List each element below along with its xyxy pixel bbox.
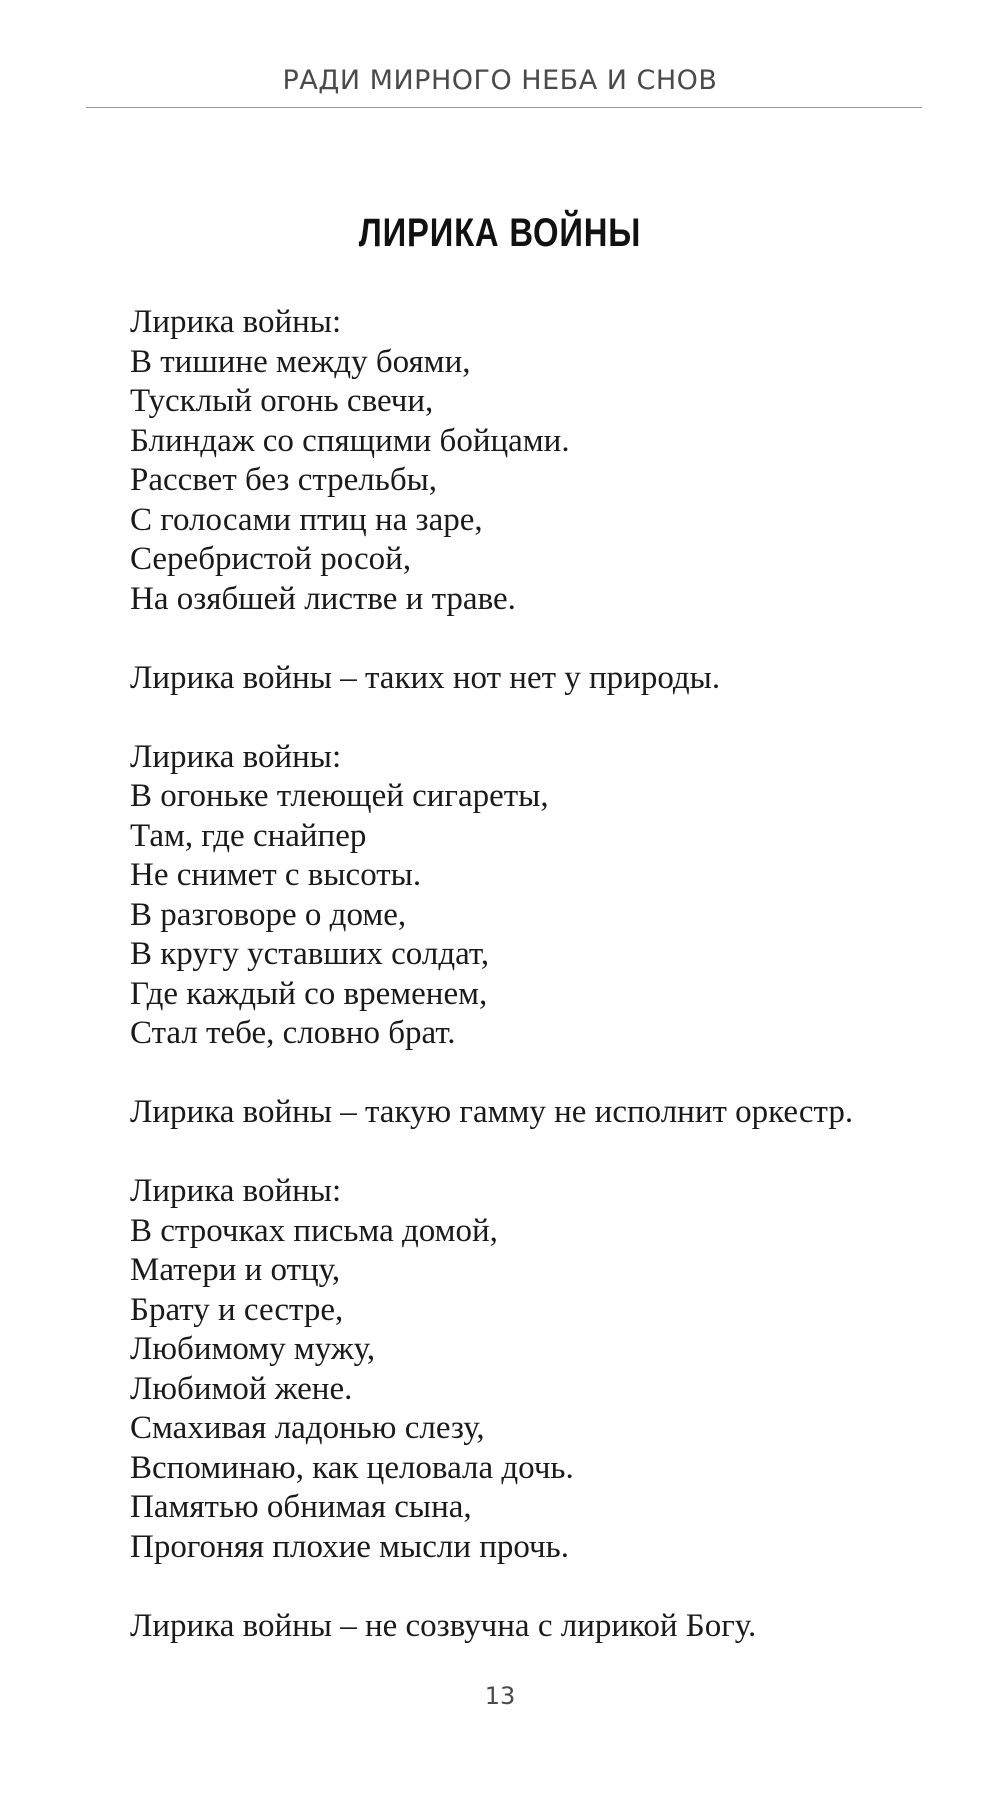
poem-line: В тишине между боями, xyxy=(130,343,471,380)
poem-line: Там, где снайпер xyxy=(130,817,367,854)
poem-line: В строчках письма домой, xyxy=(130,1212,498,1249)
stanza xyxy=(130,738,990,1054)
poem-line: Лирика войны: xyxy=(130,304,342,340)
poem-line: Не снимет с высоты. xyxy=(130,857,422,893)
stanza xyxy=(130,1172,990,1567)
poem-line: Любимой жене. xyxy=(130,1370,353,1407)
poem-line: Любимому мужу, xyxy=(130,1331,376,1367)
poem-title: ЛИРИКА ВОЙНЫ xyxy=(358,211,642,255)
poem-line: Тусклый огонь свечи, xyxy=(130,383,434,419)
poem-line: Смахивая ладонью слезу, xyxy=(130,1410,485,1446)
poem-line: Рассвет без стрельбы, xyxy=(130,462,438,498)
running-head: РАДИ МИРНОГО НЕБА И СНОВ xyxy=(282,65,718,96)
poem-line: Где каждый со временем, xyxy=(130,975,488,1012)
page-number: 13 xyxy=(484,1682,516,1710)
poem-line: Матери и отцу, xyxy=(130,1252,341,1288)
refrain xyxy=(130,1093,990,1133)
poem-line: Прогоняя плохие мысли прочь. xyxy=(130,1528,569,1565)
poem-line: В огоньке тлеющей сигареты, xyxy=(130,778,549,814)
poem-line: Стал тебе, словно брат. xyxy=(130,1015,456,1051)
poem-line: Лирика войны – таких нот нет у природы. xyxy=(130,659,721,696)
poem-line: Памятью обнимая сына, xyxy=(130,1489,472,1525)
poem-line: Лирика войны: xyxy=(130,738,342,775)
poem-line: Вспоминаю, как целовала дочь. xyxy=(130,1449,574,1486)
poem-line: В разговоре о доме, xyxy=(130,896,407,933)
refrain xyxy=(130,1607,990,1647)
poem-line: Брату и сестре, xyxy=(130,1291,344,1328)
header-divider xyxy=(86,107,922,108)
stanza xyxy=(130,303,990,619)
poem-line: С голосами птиц на заре, xyxy=(130,501,483,538)
poem-line: Лирика войны – такую гамму не исполнит оркестр. xyxy=(130,1094,854,1130)
poem-body xyxy=(130,303,990,1646)
refrain xyxy=(130,659,990,699)
poem-line: Блиндаж со спящими бойцами. xyxy=(130,422,570,459)
poem-line: В кругу уставших солдат, xyxy=(130,936,490,972)
poem-line: Серебристой росой, xyxy=(130,541,412,577)
poem-line: Лирика войны: xyxy=(130,1173,342,1209)
poem-line: На озябшей листве и траве. xyxy=(130,580,516,617)
poem-line: Лирика войны – не созвучна с лирикой Богу. xyxy=(130,1607,757,1644)
